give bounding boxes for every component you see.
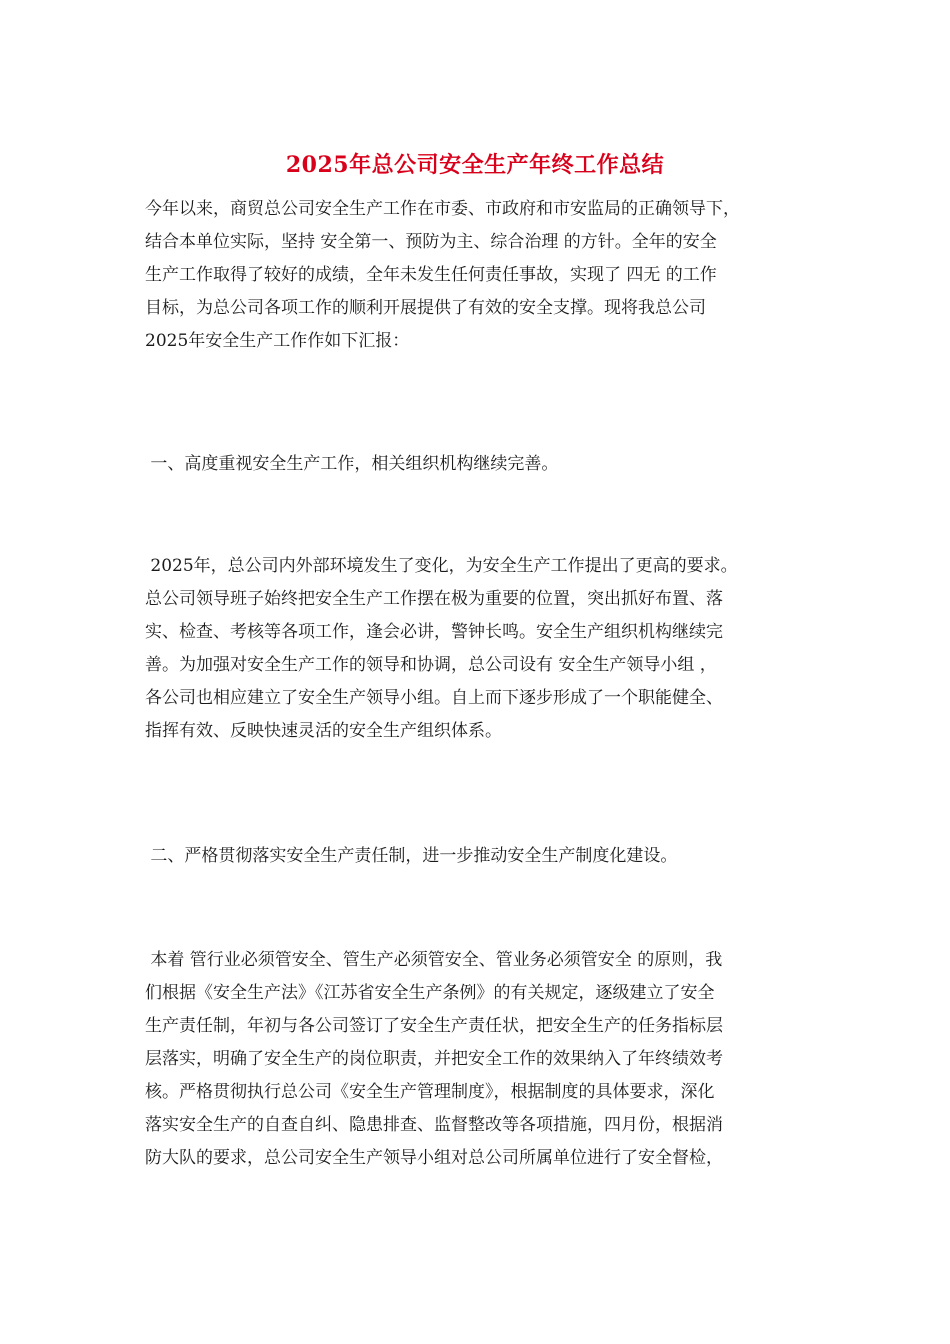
text-line: 2025年安全生产工作作如下汇报：: [145, 331, 410, 351]
text-line: 核。严格贯彻执行总公司《安全生产管理制度》，根据制度的具体要求，深化: [145, 1082, 715, 1102]
section-heading-1: [145, 448, 810, 481]
heading-text: 二、严格贯彻落实安全生产责任制，进一步推动安全生产制度化建设。: [145, 846, 678, 866]
document-title: 2025年总公司安全生产年终工作总结: [285, 152, 665, 178]
heading-text: 一、高度重视安全生产工作，相关组织机构继续完善。: [145, 454, 559, 474]
intro-paragraph: [145, 193, 810, 358]
text-line: 总公司领导班子始终把安全生产工作摆在极为重要的位置，突出抓好布置、落: [145, 589, 723, 609]
text-line: 2025年，总公司内外部环境发生了变化，为安全生产工作提出了更高的要求。: [145, 556, 738, 576]
text-line: 落实安全生产的自查自纠、隐患排查、监督整改等各项措施，四月份，根据消: [145, 1115, 723, 1135]
text-line: 善。为加强对安全生产工作的领导和协调，总公司设有 安全生产领导小组 ，: [145, 655, 717, 675]
text-line: 生产责任制，年初与各公司签订了安全生产责任状，把安全生产的任务指标层: [145, 1016, 723, 1036]
section-heading-2: [145, 840, 810, 873]
text-line: 们根据《安全生产法》《江苏省安全生产条例》的有关规定，逐级建立了安全: [145, 983, 715, 1003]
text-line: 层落实，明确了安全生产的岗位职责，并把安全工作的效果纳入了年终绩效考: [145, 1049, 723, 1069]
text-line: 防大队的要求，总公司安全生产领导小组对总公司所属单位进行了安全督检，: [145, 1148, 723, 1168]
text-line: 今年以来，商贸总公司安全生产工作在市委、市政府和市安监局的正确领导下，: [145, 199, 740, 219]
text-line: 生产工作取得了较好的成绩，全年未发生任何责任事故，实现了 四无 的工作: [145, 265, 717, 285]
section-2-paragraph: [145, 944, 810, 1175]
text-line: 各公司也相应建立了安全生产领导小组。自上而下逐步形成了一个职能健全、: [145, 688, 723, 708]
text-line: 实、检查、考核等各项工作，逢会必讲，警钟长鸣。安全生产组织机构继续完: [145, 622, 723, 642]
text-line: 目标，为总公司各项工作的顺利开展提供了有效的安全支撑。现将我总公司: [145, 298, 706, 318]
text-line: 指挥有效、反映快速灵活的安全生产组织体系。: [145, 721, 502, 741]
text-line: 结合本单位实际，坚持 安全第一、预防为主、综合治理 的方针。全年的安全: [145, 232, 717, 252]
section-1-paragraph: [145, 550, 810, 748]
text-line: 本着 管行业必须管安全、管生产必须管安全、管业务必须管安全 的原则，我: [145, 950, 723, 970]
